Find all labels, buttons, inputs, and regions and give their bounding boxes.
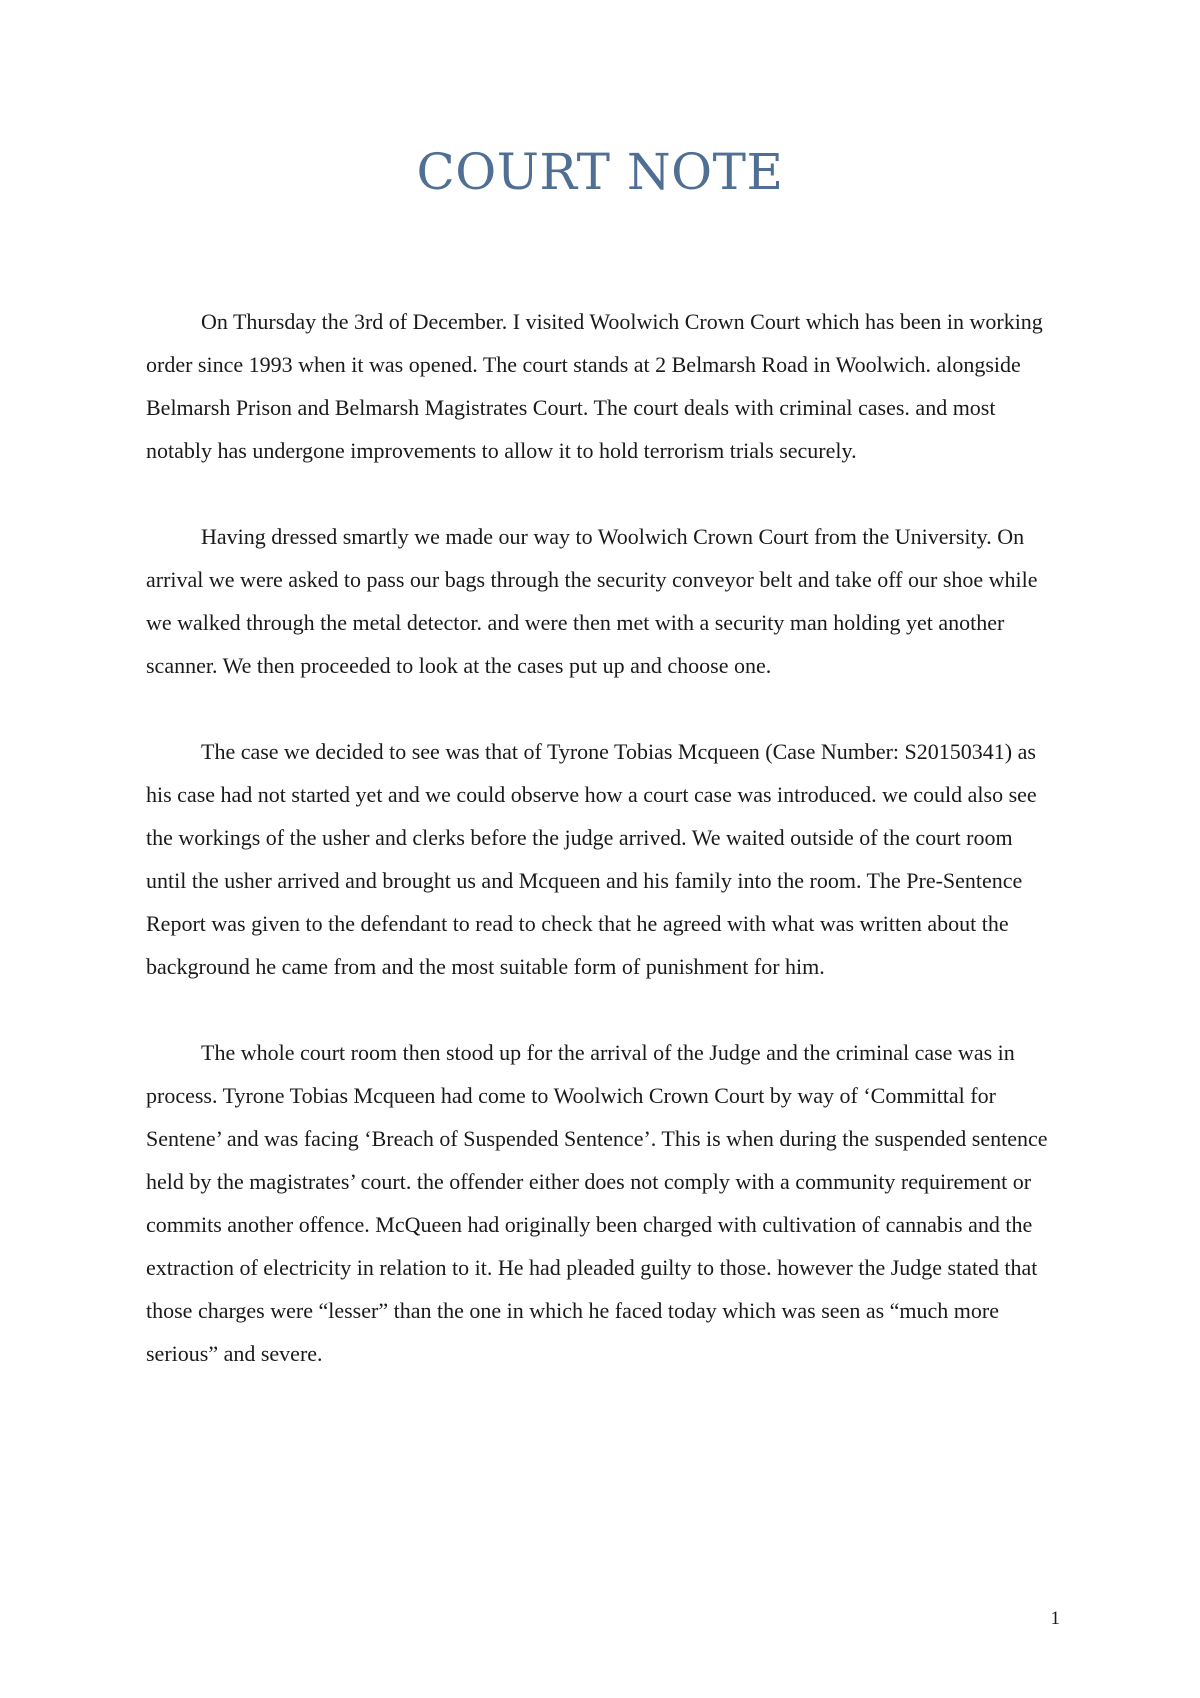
paragraph-1: On Thursday the 3rd of December. I visited Woolwich Crown Court which has been in working order since 1993 when it was opened. The court stands at 2 Belmarsh Road in Woolwich. alongside Belmarsh Prison and Belmarsh Magistrates Court. The court deals with criminal cases. and most notably has undergone improvements to allow it to hold terrorism trials securely. [146, 309, 1043, 463]
page-title: COURT NOTE [416, 143, 784, 201]
paragraph-3: The case we decided to see was that of Tyrone Tobias Mcqueen (Case Number: S20150341) as his case had not started yet and we could observe how a court case was introduced. we could also see the workings of the usher and clerks before the judge arrived. We waited outside of the court room until the usher arrived and brought us and Mcqueen and his family into the room. The Pre-Sentence Report was given to the defendant to read to check that he agreed with what was written about the background he came from and the most suitable form of punishment for him. [146, 739, 1037, 979]
paragraph-2: Having dressed smartly we made our way to Woolwich Crown Court from the University. On arrival we were asked to pass our bags through the security conveyor belt and take off our shoe while we walked through the metal detector. and were then met with a security man holding yet another scanner. We then proceeded to look at the cases put up and choose one. [146, 524, 1038, 678]
document-body [146, 300, 1058, 1418]
page-number: 1 [1050, 1608, 1060, 1629]
paragraph-4: The whole court room then stood up for the arrival of the Judge and the criminal case was in process. Tyrone Tobias Mcqueen had come to Woolwich Crown Court by way of ‘Committal for Sentene’ and was facing ‘Breach of Suspended Sentence’. This is when during the suspended sentence held by the magistrates’ court. the offender either does not comply with a community requirement or commits another offence. McQueen had originally been charged with cultivation of cannabis and the extraction of electricity in relation to it. He had pleaded guilty to those. however the Judge stated that those charges were “lesser” than the one in which he faced today which was seen as “much more serious” and severe. [146, 1040, 1048, 1366]
